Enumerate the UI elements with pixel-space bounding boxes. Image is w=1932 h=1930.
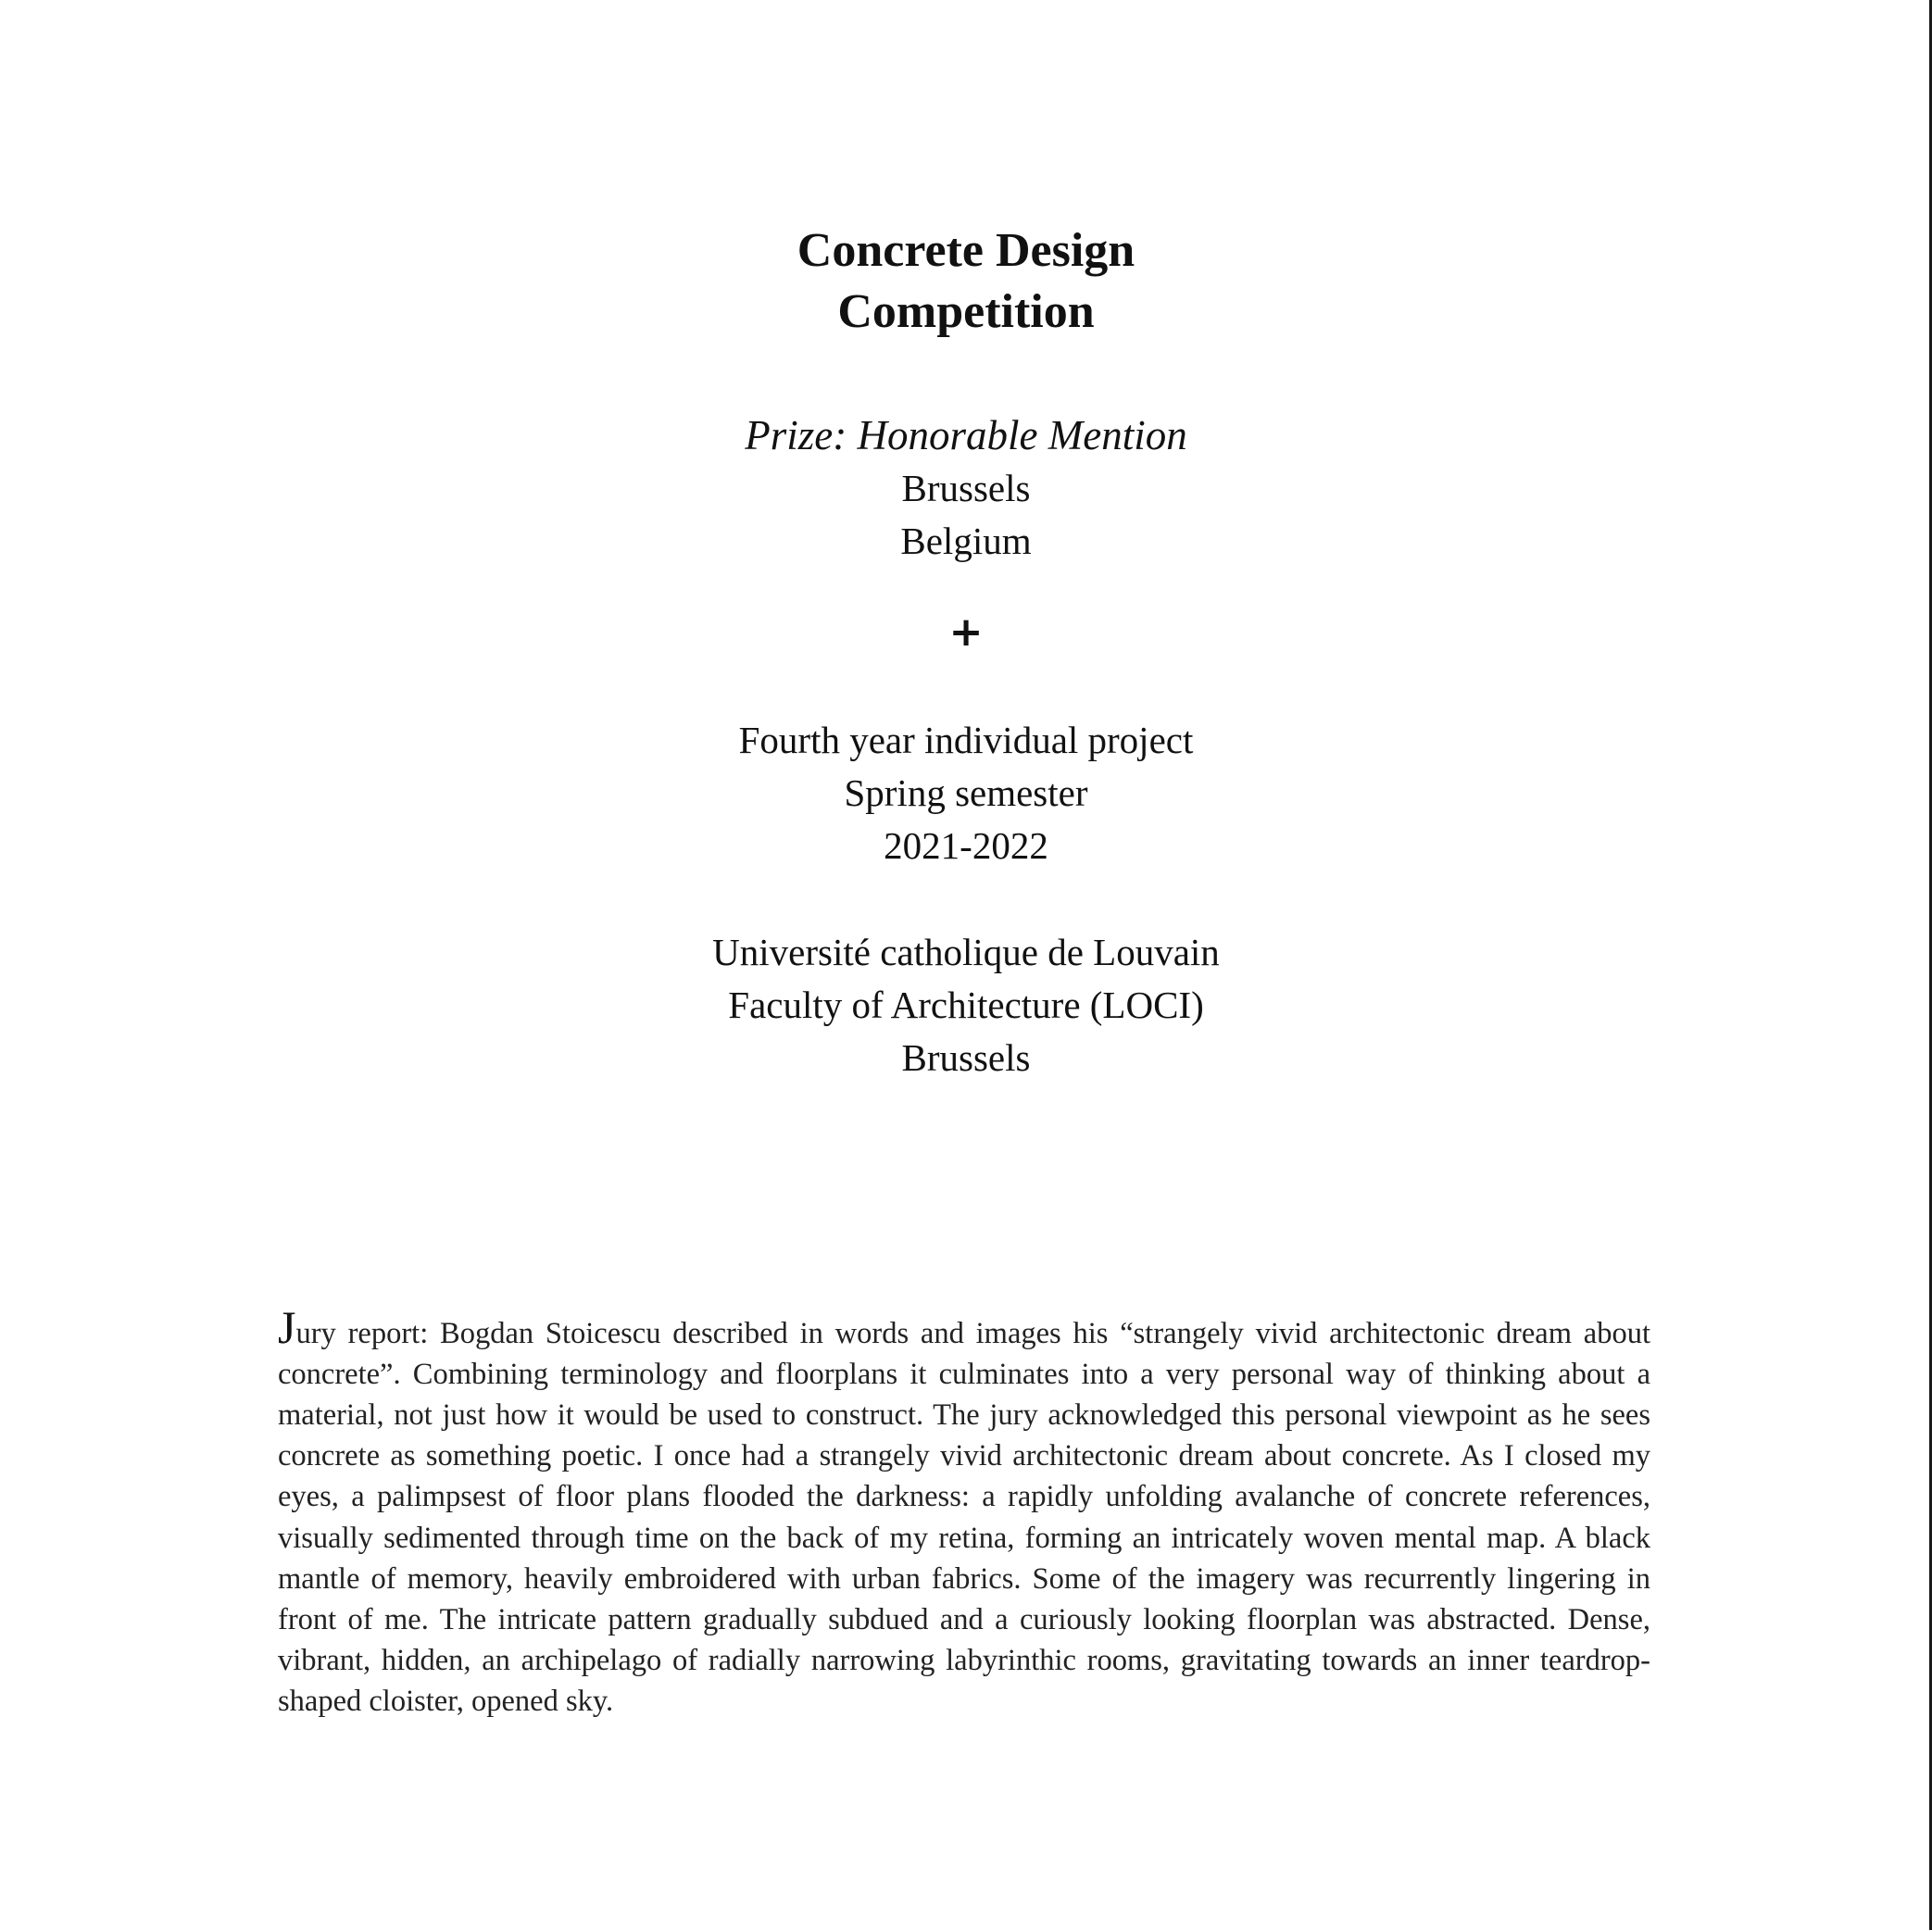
title-line-2: Competition [837,285,1095,338]
plus-separator: + [948,608,984,656]
jury-report-initial: J [278,1300,296,1353]
prize-city: Brussels [901,467,1031,509]
institution-block [0,926,1932,1084]
university-name: Université catholique de Louvain [712,931,1220,973]
jury-report-paragraph [278,1300,1650,1723]
prize-label: Prize: Honorable Mention [745,412,1187,458]
project-years: 2021-2022 [884,824,1048,867]
prize-block [0,409,1932,568]
title-line-1: Concrete Design [797,224,1135,277]
project-block [0,714,1932,872]
project-semester: Spring semester [844,771,1088,814]
institution-city: Brussels [901,1036,1031,1079]
page-title [0,220,1932,343]
faculty-name: Faculty of Architecture (LOCI) [728,984,1204,1026]
jury-report-text: ury report: Bogdan Stoicescu described in words and images his “strangely vivid architectonic dream about concrete”. Combining terminology and floorplans it culminates into a very personal way of thinking about a material, not just how it would be used to construct. The jury acknowledged this personal viewpoint as he sees concrete as something poetic. I once had a strangely vivid architectonic dream about concrete. As I closed my eyes, a palimpsest of floor plans flooded the darkness: a rapidly unfolding avalanche of concrete references, visually sedimented through time on the back of my retina, forming an intricately woven mental map. A black mantle of memory, heavily embroidered with urban fabrics. Some of the imagery was recurrently lingering in front of me. The intricate pattern gradually subdued and a curiously looking floorplan was abstracted. Dense, vibrant, hidden, an archipelago of radially narrowing labyrinthic rooms, gravitating towards an inner teardrop-shaped cloister, opened sky. [278,1316,1650,1719]
prize-country: Belgium [900,520,1032,562]
project-type: Fourth year individual project [738,719,1194,761]
